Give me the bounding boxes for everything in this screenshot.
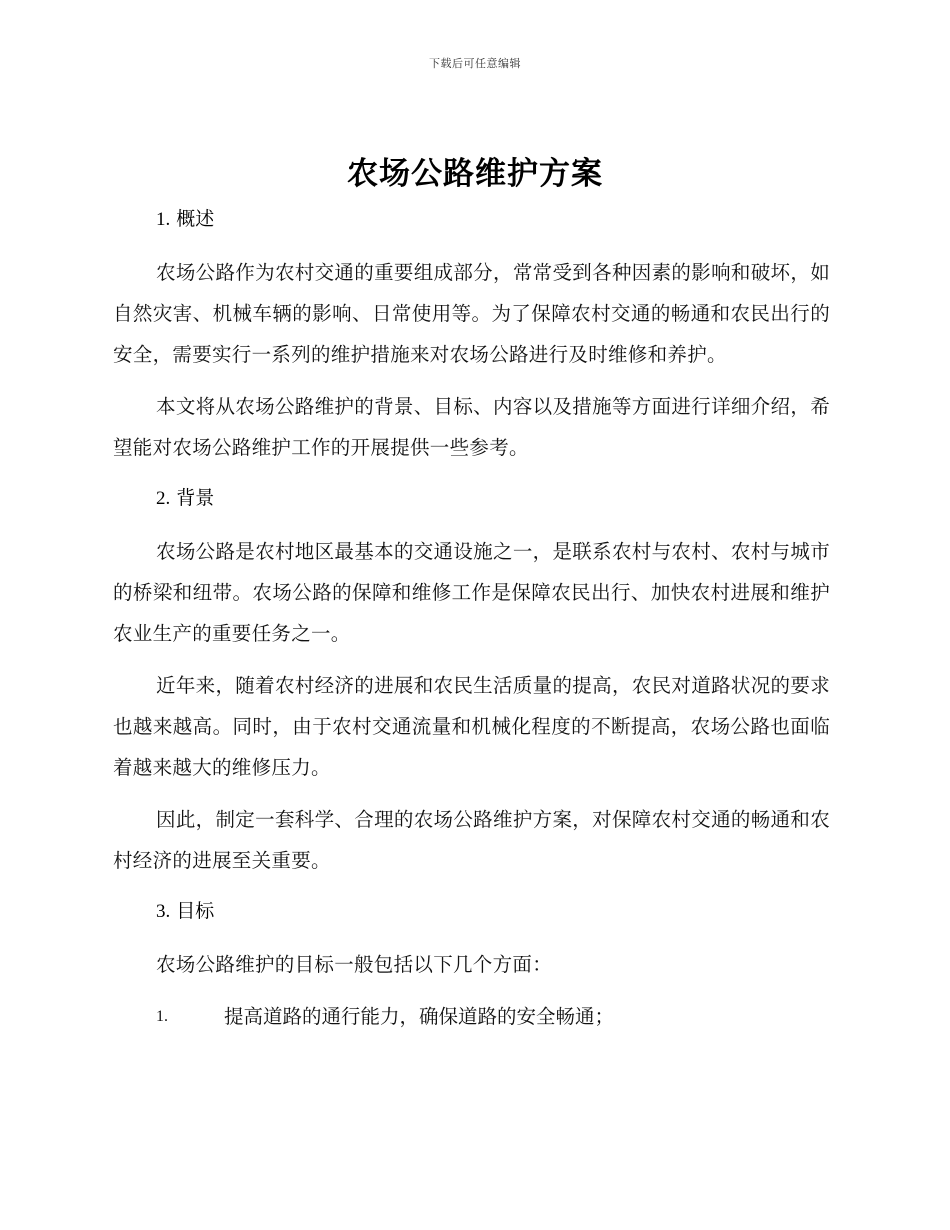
paragraph: 近年来，随着农村经济的进展和农民生活质量的提高，农民对道路状况的要求也越来越高。同时，由于农村交通流量和机械化程度的不断提高，农场公路也面临着越来越大的维修压力。 <box>113 674 830 779</box>
list-item-text: 提高道路的通行能力，确保道路的安全畅通； <box>224 1005 615 1028</box>
paragraph: 农场公路维护的目标一般包括以下几个方面： <box>156 953 553 976</box>
section-title: 背景 <box>176 487 215 509</box>
paragraph: 农场公路是农村地区最基本的交通设施之一，是联系农村与农村、农村与城市的桥梁和纽带。农场公路的保障和维修工作是保障农民出行、加快农村进展和维护农业生产的重要任务之一。 <box>113 540 830 645</box>
paragraph: 农场公路作为农村交通的重要组成部分，常常受到各种因素的影响和破坏，如自然灾害、机械车辆的影响、日常使用等。为了保障农村交通的畅通和农民出行的安全，需要实行一系列的维护措施来对农场公路进行及时维修和养护。 <box>113 261 830 366</box>
document-body <box>113 200 830 1037</box>
list-item-number: 1. <box>156 1008 168 1025</box>
section-number: 1. <box>156 209 171 230</box>
section-number: 2. <box>156 488 171 509</box>
header-note: 下载后可任意编辑 <box>429 57 521 70</box>
section-heading-goals <box>156 892 830 930</box>
paragraph: 本文将从农场公路维护的背景、目标、内容以及措施等方面进行详细介绍，希望能对农场公路维护工作的开展提供一些参考。 <box>113 395 830 459</box>
section-title: 目标 <box>176 900 215 922</box>
section-title: 概述 <box>176 208 215 230</box>
document-title: 农场公路维护方案 <box>347 156 603 192</box>
section-heading-background <box>156 479 830 517</box>
section-number: 3. <box>156 901 171 922</box>
section-heading-overview <box>156 200 830 238</box>
list-item <box>156 996 830 1037</box>
paragraph: 因此，制定一套科学、合理的农场公路维护方案，对保障农村交通的畅通和农村经济的进展至关重要。 <box>113 808 830 872</box>
